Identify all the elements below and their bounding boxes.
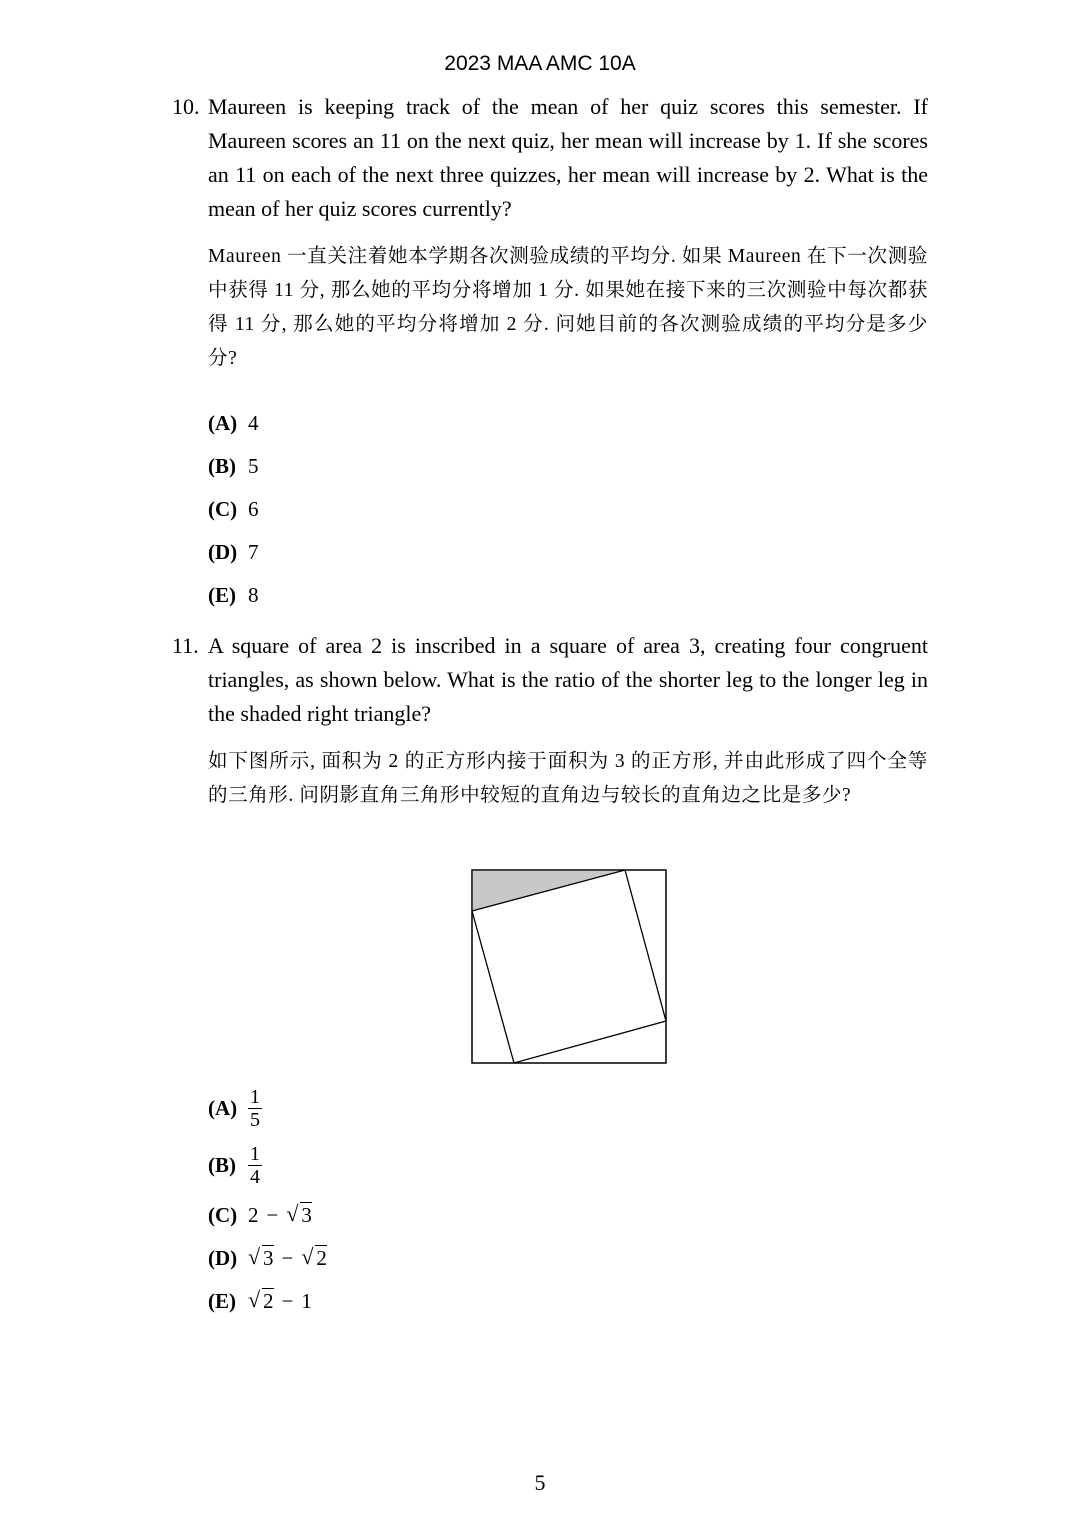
- fraction: [248, 1086, 262, 1131]
- problem-11: [172, 629, 928, 813]
- choice-b: [208, 445, 928, 488]
- answer-choices: [208, 1080, 928, 1323]
- problem-text-chinese: Maureen 一直关注着她本学期各次测验成绩的平均分. 如果 Maureen 在下一次测验中获得 11 分, 那么她的平均分将增加 1 分. 如果她在接下来的三次测验中每次都获得 11 分, 那么她的平均分将增加 2 分. 问她目前的各次测验成绩的平均分是多少分?: [208, 246, 928, 369]
- choice-e: [208, 574, 928, 617]
- square-root: √ 3: [286, 1201, 312, 1227]
- square-root: √ 2: [301, 1244, 327, 1270]
- choice-label: (A): [208, 411, 238, 435]
- fraction: [248, 1143, 262, 1188]
- numerator: 1: [250, 1143, 260, 1165]
- problem-text-english: A square of area 2 is inscribed in a square of area 3, creating four congruent triangles, as shown below. What is the ratio of the shorter leg to the longer leg in the shaded right triangle?: [208, 633, 928, 726]
- problem-11-choices: [172, 1080, 928, 1323]
- denominator: 5: [250, 1109, 260, 1131]
- choice-label: (A): [208, 1096, 238, 1120]
- inscribed-squares-figure: [470, 868, 670, 1066]
- choice-label: (B): [208, 1153, 236, 1177]
- minus-sign: −: [266, 1203, 279, 1227]
- choice-label: (C): [208, 497, 238, 521]
- choice-d: [208, 1237, 928, 1280]
- choice-c: [208, 1194, 928, 1237]
- choice-label: (D): [208, 540, 238, 564]
- choice-a: [208, 1080, 928, 1137]
- square-root: √ 3: [248, 1244, 274, 1270]
- choice-value: 4: [248, 411, 259, 435]
- problem-text-chinese: 如下图所示, 面积为 2 的正方形内接于面积为 3 的正方形, 并由此形成了四个全等的三角形. 问阴影直角三角形中较短的直角边与较长的直角边之比是多少?: [208, 751, 928, 806]
- choice-label: (C): [208, 1203, 238, 1227]
- page-header: 2023 MAA AMC 10A: [444, 52, 636, 75]
- choice-c: [208, 488, 928, 531]
- answer-choices: [208, 402, 928, 617]
- page-number: 5: [534, 1470, 546, 1495]
- choice-d: [208, 531, 928, 574]
- minus-sign: −: [281, 1289, 294, 1313]
- choice-b: [208, 1137, 928, 1194]
- numerator: 1: [250, 1086, 260, 1108]
- problem-number: 11.: [172, 633, 199, 658]
- choice-label: (E): [208, 583, 236, 607]
- problem-number: 10.: [172, 94, 200, 119]
- denominator: 4: [250, 1166, 260, 1188]
- term: 2: [248, 1203, 259, 1227]
- choice-e: [208, 1280, 928, 1323]
- term: 1: [301, 1289, 312, 1313]
- choice-label: (D): [208, 1246, 238, 1270]
- problem-10: [172, 90, 928, 617]
- minus-sign: −: [281, 1246, 294, 1270]
- choice-value: 7: [248, 540, 259, 564]
- square-root: √ 2: [248, 1287, 274, 1313]
- choice-label: (E): [208, 1289, 236, 1313]
- choice-a: [208, 402, 928, 445]
- choice-value: 6: [248, 497, 259, 521]
- choice-value: 5: [248, 454, 259, 478]
- choice-label: (B): [208, 454, 236, 478]
- problem-text-english: Maureen is keeping track of the mean of her quiz scores this semester. If Maureen scores an 11 on the next quiz, her mean will increase by 1. If she scores an 11 on each of the next three quizzes, her mean will increase by 2. What is the mean of her quiz scores currently?: [208, 94, 928, 221]
- choice-value: 8: [248, 583, 259, 607]
